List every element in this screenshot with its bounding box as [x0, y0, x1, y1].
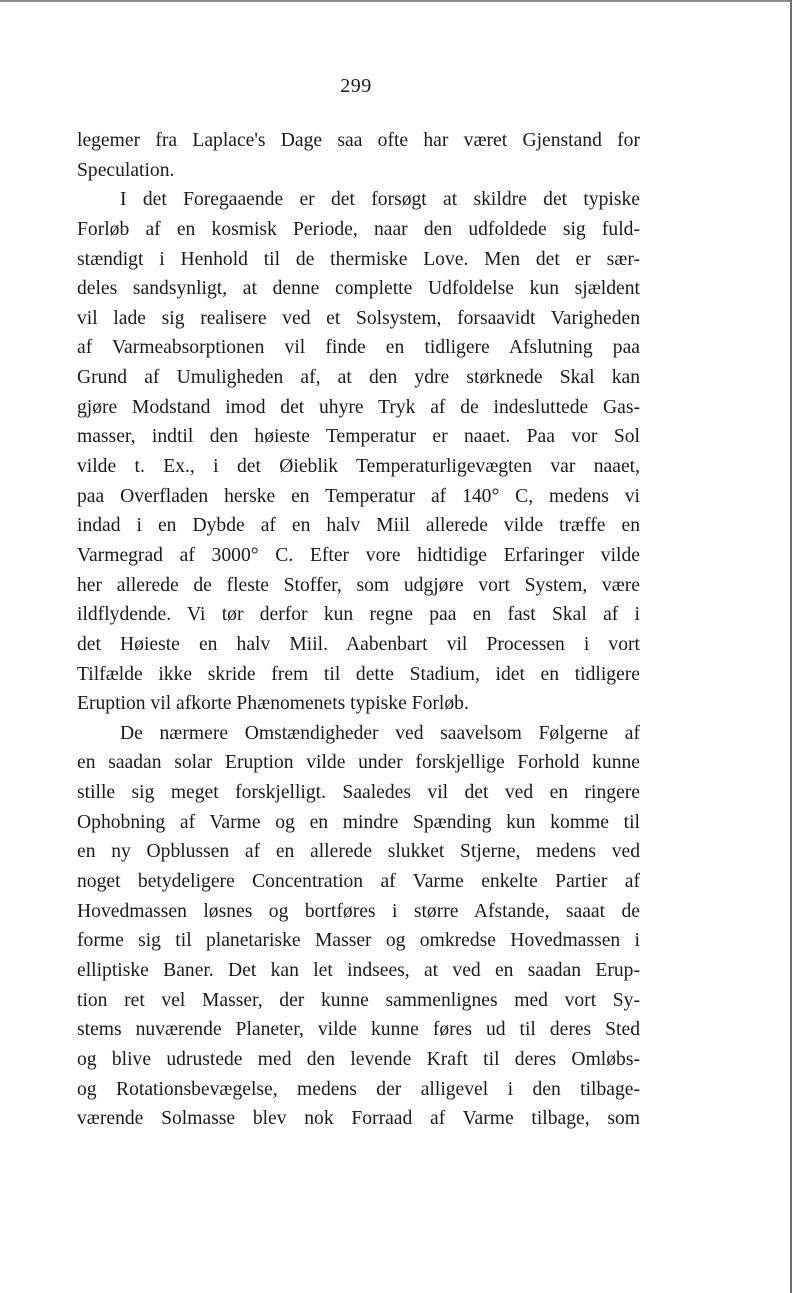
- text-line: Grund af Umuligheden af, at den ydre størknede Skal kan: [77, 367, 640, 389]
- text-line: Varmegrad af 3000° C. Efter vore hidtidige Erfaringer vilde: [77, 544, 640, 566]
- text-line: og blive udrustede med den levende Kraft til deres Omløbs-: [77, 1048, 640, 1070]
- text-line: en ny Opblussen af en allerede slukket Stjerne, medens ved: [77, 841, 640, 863]
- text-line: og Rotationsbevægelse, medens der alligevel i den tilbage-: [77, 1078, 640, 1100]
- text-line: noget betydeligere Concentration af Varme enkelte Partier af: [77, 871, 640, 893]
- text-line: stems nuværende Planeter, vilde kunne føres ud til deres Sted: [77, 1019, 640, 1041]
- text-line: værende Solmasse blev nok Forraad af Varme tilbage, som: [77, 1108, 640, 1130]
- paragraph: [77, 126, 640, 185]
- text-line: indad i en Dybde af en halv Miil allerede vilde træffe en: [77, 515, 640, 537]
- text-line: deles sandsynligt, at denne complette Udfoldelse kun sjældent: [77, 278, 640, 300]
- text-line: Eruption vil afkorte Phænomenets typiske Forløb.: [77, 693, 469, 715]
- text-line: det Høieste en halv Miil. Aabenbart vil Processen i vort: [77, 633, 640, 655]
- text-line: gjøre Modstand imod det uhyre Tryk af de indesluttede Gas-: [77, 396, 640, 418]
- text-line: forme sig til planetariske Masser og omkredse Hovedmassen i: [77, 930, 640, 952]
- text-line: paa Overfladen herske en Temperatur af 140° C, medens vi: [77, 485, 640, 507]
- body-text: [77, 126, 640, 1134]
- text-line: Hovedmassen løsnes og bortføres i større Afstande, saaat de: [77, 900, 640, 922]
- text-line: I det Foregaaende er det forsøgt at skildre det typiske: [120, 189, 640, 211]
- text-line: legemer fra Laplace's Dage saa ofte har været Gjenstand for: [77, 130, 640, 151]
- text-line: stille sig meget forskjelligt. Saaledes vil det ved en ringere: [77, 782, 640, 804]
- text-line: De nærmere Omstændigheder ved saavelsom Følgerne af: [120, 722, 640, 744]
- text-line: af Varmeabsorptionen vil finde en tidligere Afslutning paa: [77, 337, 640, 359]
- text-line: ildflydende. Vi tør derfor kun regne paa en fast Skal af i: [77, 604, 640, 626]
- text-line: masser, indtil den høieste Temperatur er naaet. Paa vor Sol: [77, 426, 640, 448]
- text-line: tion ret vel Masser, der kunne sammenlignes med vort Sy-: [77, 989, 640, 1011]
- text-line: Ophobning af Varme og en mindre Spænding kun komme til: [77, 811, 640, 833]
- text-line: stændigt i Henhold til de thermiske Love. Men det er sær-: [77, 248, 640, 270]
- text-line: Tilfælde ikke skride frem til dette Stadium, idet en tidligere: [77, 663, 640, 685]
- text-line: Forløb af en kosmisk Periode, naar den udfoldede sig fuld-: [77, 218, 640, 240]
- text-line: vilde t. Ex., i det Øieblik Temperaturligevægten var naaet,: [77, 456, 640, 478]
- text-line: vil lade sig realisere ved et Solsystem, forsaavidt Varigheden: [77, 307, 640, 329]
- text-line: en saadan solar Eruption vilde under forskjellige Forhold kunne: [77, 752, 640, 774]
- page-number: 299: [340, 75, 372, 97]
- text-line: Speculation.: [77, 159, 175, 181]
- text-line: her allerede de fleste Stoffer, som udgjøre vort System, være: [77, 574, 640, 596]
- paragraph: [77, 719, 640, 1134]
- text-line: elliptiske Baner. Det kan let indsees, at ved en saadan Erup-: [77, 959, 640, 981]
- paragraph: [77, 185, 640, 719]
- scan-edge-top: [0, 0, 792, 2]
